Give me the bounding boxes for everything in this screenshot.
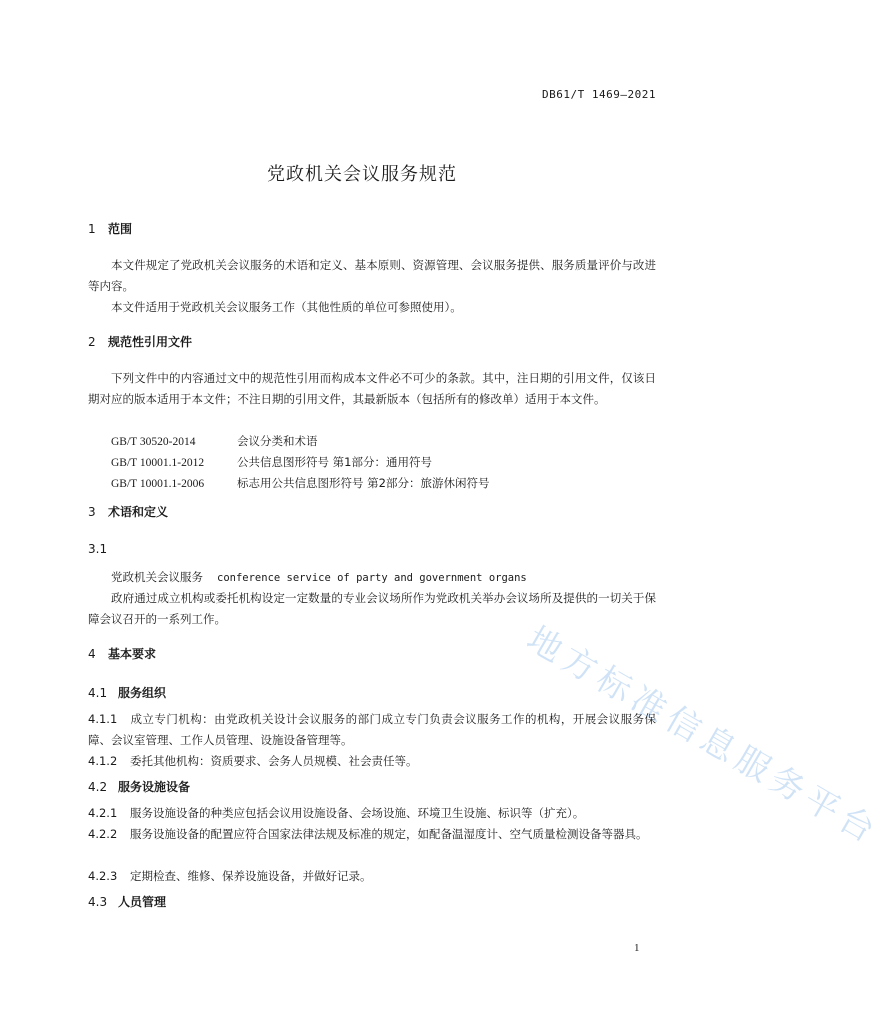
subsection-number: 4.2 <box>88 780 108 794</box>
reference-name: 公共信息图形符号 第1部分：通用符号 <box>237 455 432 469</box>
section-1-paragraph-2: 本文件适用于党政机关会议服务工作（其他性质的单位可参照使用）。 <box>111 300 462 314</box>
clause-text: 服务设施设备的种类应包括会议用设施设备、会场设施、环境卫生设施、标识等（扩充）。 <box>130 806 585 820</box>
section-3-heading <box>88 503 656 520</box>
section-number: 2 <box>88 335 96 349</box>
reference-name: 标志用公共信息图形符号 第2部分：旅游休闲符号 <box>237 476 490 490</box>
reference-name: 会议分类和术语 <box>237 434 318 448</box>
page-number: 1 <box>634 942 640 954</box>
subsection-4-3-heading <box>88 893 656 910</box>
clause-number: 4.2.1 <box>88 806 118 820</box>
clause-4-1-2 <box>88 751 656 772</box>
reference-item <box>88 431 679 453</box>
section-2-paragraph: 下列文件中的内容通过文中的规范性引用而构成本文件必不可少的条款。其中，注日期的引用文件，仅该日期对应的版本适用于本文件；不注日期的引用文件，其最新版本（包括所有的修改单）适用于本文件。 <box>88 371 656 406</box>
subsection-4-2-heading <box>88 778 656 795</box>
section-number: 3 <box>88 505 96 519</box>
subsection-number: 4.3 <box>88 895 108 909</box>
subsection-title: 服务设施设备 <box>118 780 191 794</box>
clause-number: 4.2.3 <box>88 869 118 883</box>
subsection-title: 服务组织 <box>118 686 167 700</box>
term-entry <box>88 567 679 589</box>
subsection-title: 人员管理 <box>118 895 167 909</box>
clause-text: 成立专门机构：由党政机关设计会议服务的部门成立专门负责会议服务工作的机构，开展会议服务保障、会议室管理、工作人员管理、设施设备管理等。 <box>88 712 656 747</box>
reference-item <box>88 473 679 495</box>
subsection-number: 4.1 <box>88 686 108 700</box>
reference-item <box>88 452 679 474</box>
clause-4-2-3 <box>88 866 656 887</box>
clause-number: 4.2.2 <box>88 827 118 841</box>
section-title: 范围 <box>108 222 133 236</box>
standard-number: DB61/T 1469—2021 <box>542 88 656 101</box>
clause-4-1-1 <box>88 709 656 751</box>
clause-text: 委托其他机构：资质要求、会务人员规模、社会责任等。 <box>130 754 418 768</box>
term-chinese: 党政机关会议服务 <box>111 570 203 584</box>
reference-code: GB/T 10001.1-2006 <box>111 478 205 490</box>
clause-number: 4.1.2 <box>88 754 118 768</box>
section-number: 4 <box>88 647 96 661</box>
clause-number: 4.1.1 <box>88 712 118 726</box>
term-definition: 政府通过成立机构或委托机构设定一定数量的专业会议场所作为党政机关举办会议场所及提供的一切关于保障会议召开的一系列工作。 <box>88 591 656 626</box>
watermark-text: 地方标准信息服务平台 <box>520 618 887 854</box>
section-1-paragraph-1: 本文件规定了党政机关会议服务的术语和定义、基本原则、资源管理、会议服务提供、服务质量评价与改进等内容。 <box>88 258 656 293</box>
section-title: 规范性引用文件 <box>108 335 193 349</box>
section-2-heading <box>88 333 656 350</box>
subsection-3-1: 3.1 <box>88 542 108 556</box>
section-number: 1 <box>88 222 96 236</box>
clause-text: 定期检查、维修、保养设施设备，并做好记录。 <box>130 869 372 883</box>
reference-code: GB/T 30520-2014 <box>111 436 196 448</box>
clause-text: 服务设施设备的配置应符合国家法律法规及标准的规定，如配备温湿度计、空气质量检测设备等器具。 <box>130 827 648 841</box>
section-title: 术语和定义 <box>108 505 169 519</box>
section-1-heading <box>88 220 656 237</box>
term-english: conference service of party and government organs <box>217 572 527 584</box>
clause-4-2-2 <box>88 824 656 845</box>
section-title: 基本要求 <box>108 647 157 661</box>
document-title: 党政机关会议服务规范 <box>267 164 457 185</box>
subsection-4-1-heading <box>88 684 656 701</box>
clause-4-2-1 <box>88 803 656 824</box>
reference-code: GB/T 10001.1-2012 <box>111 457 205 469</box>
